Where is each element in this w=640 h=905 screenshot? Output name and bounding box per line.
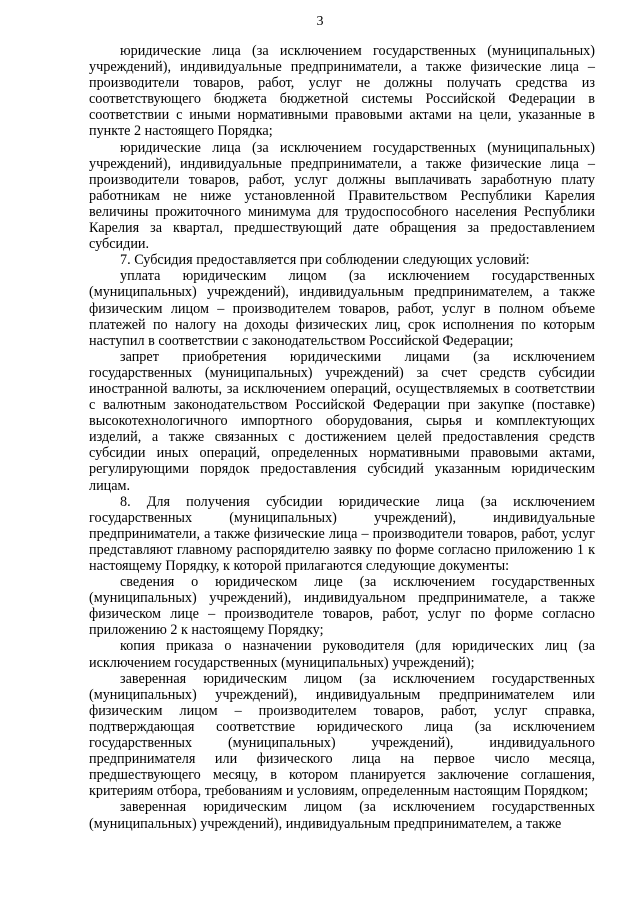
paragraph-director-order-copy: копия приказа о назначении руководителя (для юридических лиц (за исключением государственных (муниципальных) учреждений); xyxy=(89,638,595,671)
paragraph-section-8-application: 8. Для получения субсидии юридические лица (за исключением государственных (муниципальных) учреждений), индивидуальные предприниматели, а также физические лица – производители товаров, работ, услуг представляют главному распорядителю заявку по форме согласно приложению 1 к настоящему Порядку, к которой прилагаются следующие документы: xyxy=(89,493,595,574)
body-text xyxy=(89,43,595,832)
paragraph-compliance-certificate: заверенная юридическим лицом (за исключением государственных (муниципальных) учреждений), индивидуальным предпринимателем или физическим лицом – производителем товаров, работ, услуг справка, подтверждающая соответствие юридического лица (за исключением государственных (муниципальных) учреждений), индивидуального предпринимателя или физического лица на первое число месяца, предшествующего месяцу, в котором планируется заключение соглашения, критериям отбора, требованиям и условиям, определенным настоящим Порядком; xyxy=(89,670,595,800)
paragraph-legal-entities-no-funds: юридические лица (за исключением государственных (муниципальных) учреждений), индивидуальные предприниматели, а также физические лица – производители товаров, работ, услуг не должны получать средства из соответствующего бюджета бюджетной системы Российской Федерации в соответствии с иными нормативными правовыми актами на цели, указанные в пункте 2 настоящего Порядка; xyxy=(89,43,595,140)
paragraph-wage-requirement: юридические лица (за исключением государственных (муниципальных) учреждений), индивидуальные предприниматели, а также физические лица – производители товаров, работ, услуг должны выплачивать заработную плату работникам не ниже установленной Правительством Республики Карелия величины прожиточного минимума для трудоспособного населения Республики Карелия за квартал, предшествующий дате обращения за предоставлением субсидии. xyxy=(89,139,595,253)
paragraph-section-7-heading: 7. Субсидия предоставляется при соблюдении следующих условий: xyxy=(120,252,530,269)
paragraph-tax-payment-condition: уплата юридическим лицом (за исключением государственных (муниципальных) учреждений), индивидуальным предпринимателем, а также физическим лицом – производителем товаров, работ, услуг в полном объеме платежей по налогу на доходы физических лиц, срок исполнения по которым наступил в соответствии с законодательством Российской Федерации; xyxy=(89,268,595,349)
paragraph-applicant-information: сведения о юридическом лице (за исключением государственных (муниципальных) учреждений), индивидуальном предпринимателе, а также физическом лице – производителе товаров, работ, услуг по форме согласно приложению 2 к настоящему Порядку; xyxy=(89,574,595,639)
paragraph-certified-document: заверенная юридическим лицом (за исключением государственных (муниципальных) учреждений), индивидуальным предпринимателем, а также xyxy=(89,799,595,832)
paragraph-foreign-currency-ban: запрет приобретения юридическими лицами (за исключением государственных (муниципальных) учреждений) за счет средств субсидии иностранной валюты, за исключением операций, осуществляемых в соответствии с валютным законодательством Российской Федерации при закупке (поставке) высокотехнологичного импортного оборудования, сырья и комплектующих изделий, а также связанных с достижением целей предоставления средств субсидии иных операций, определенных нормативными правовыми актами, регулирующими порядок предоставления субсидий указанным юридическим лицам. xyxy=(89,348,595,494)
page-number: 3 xyxy=(316,14,324,29)
